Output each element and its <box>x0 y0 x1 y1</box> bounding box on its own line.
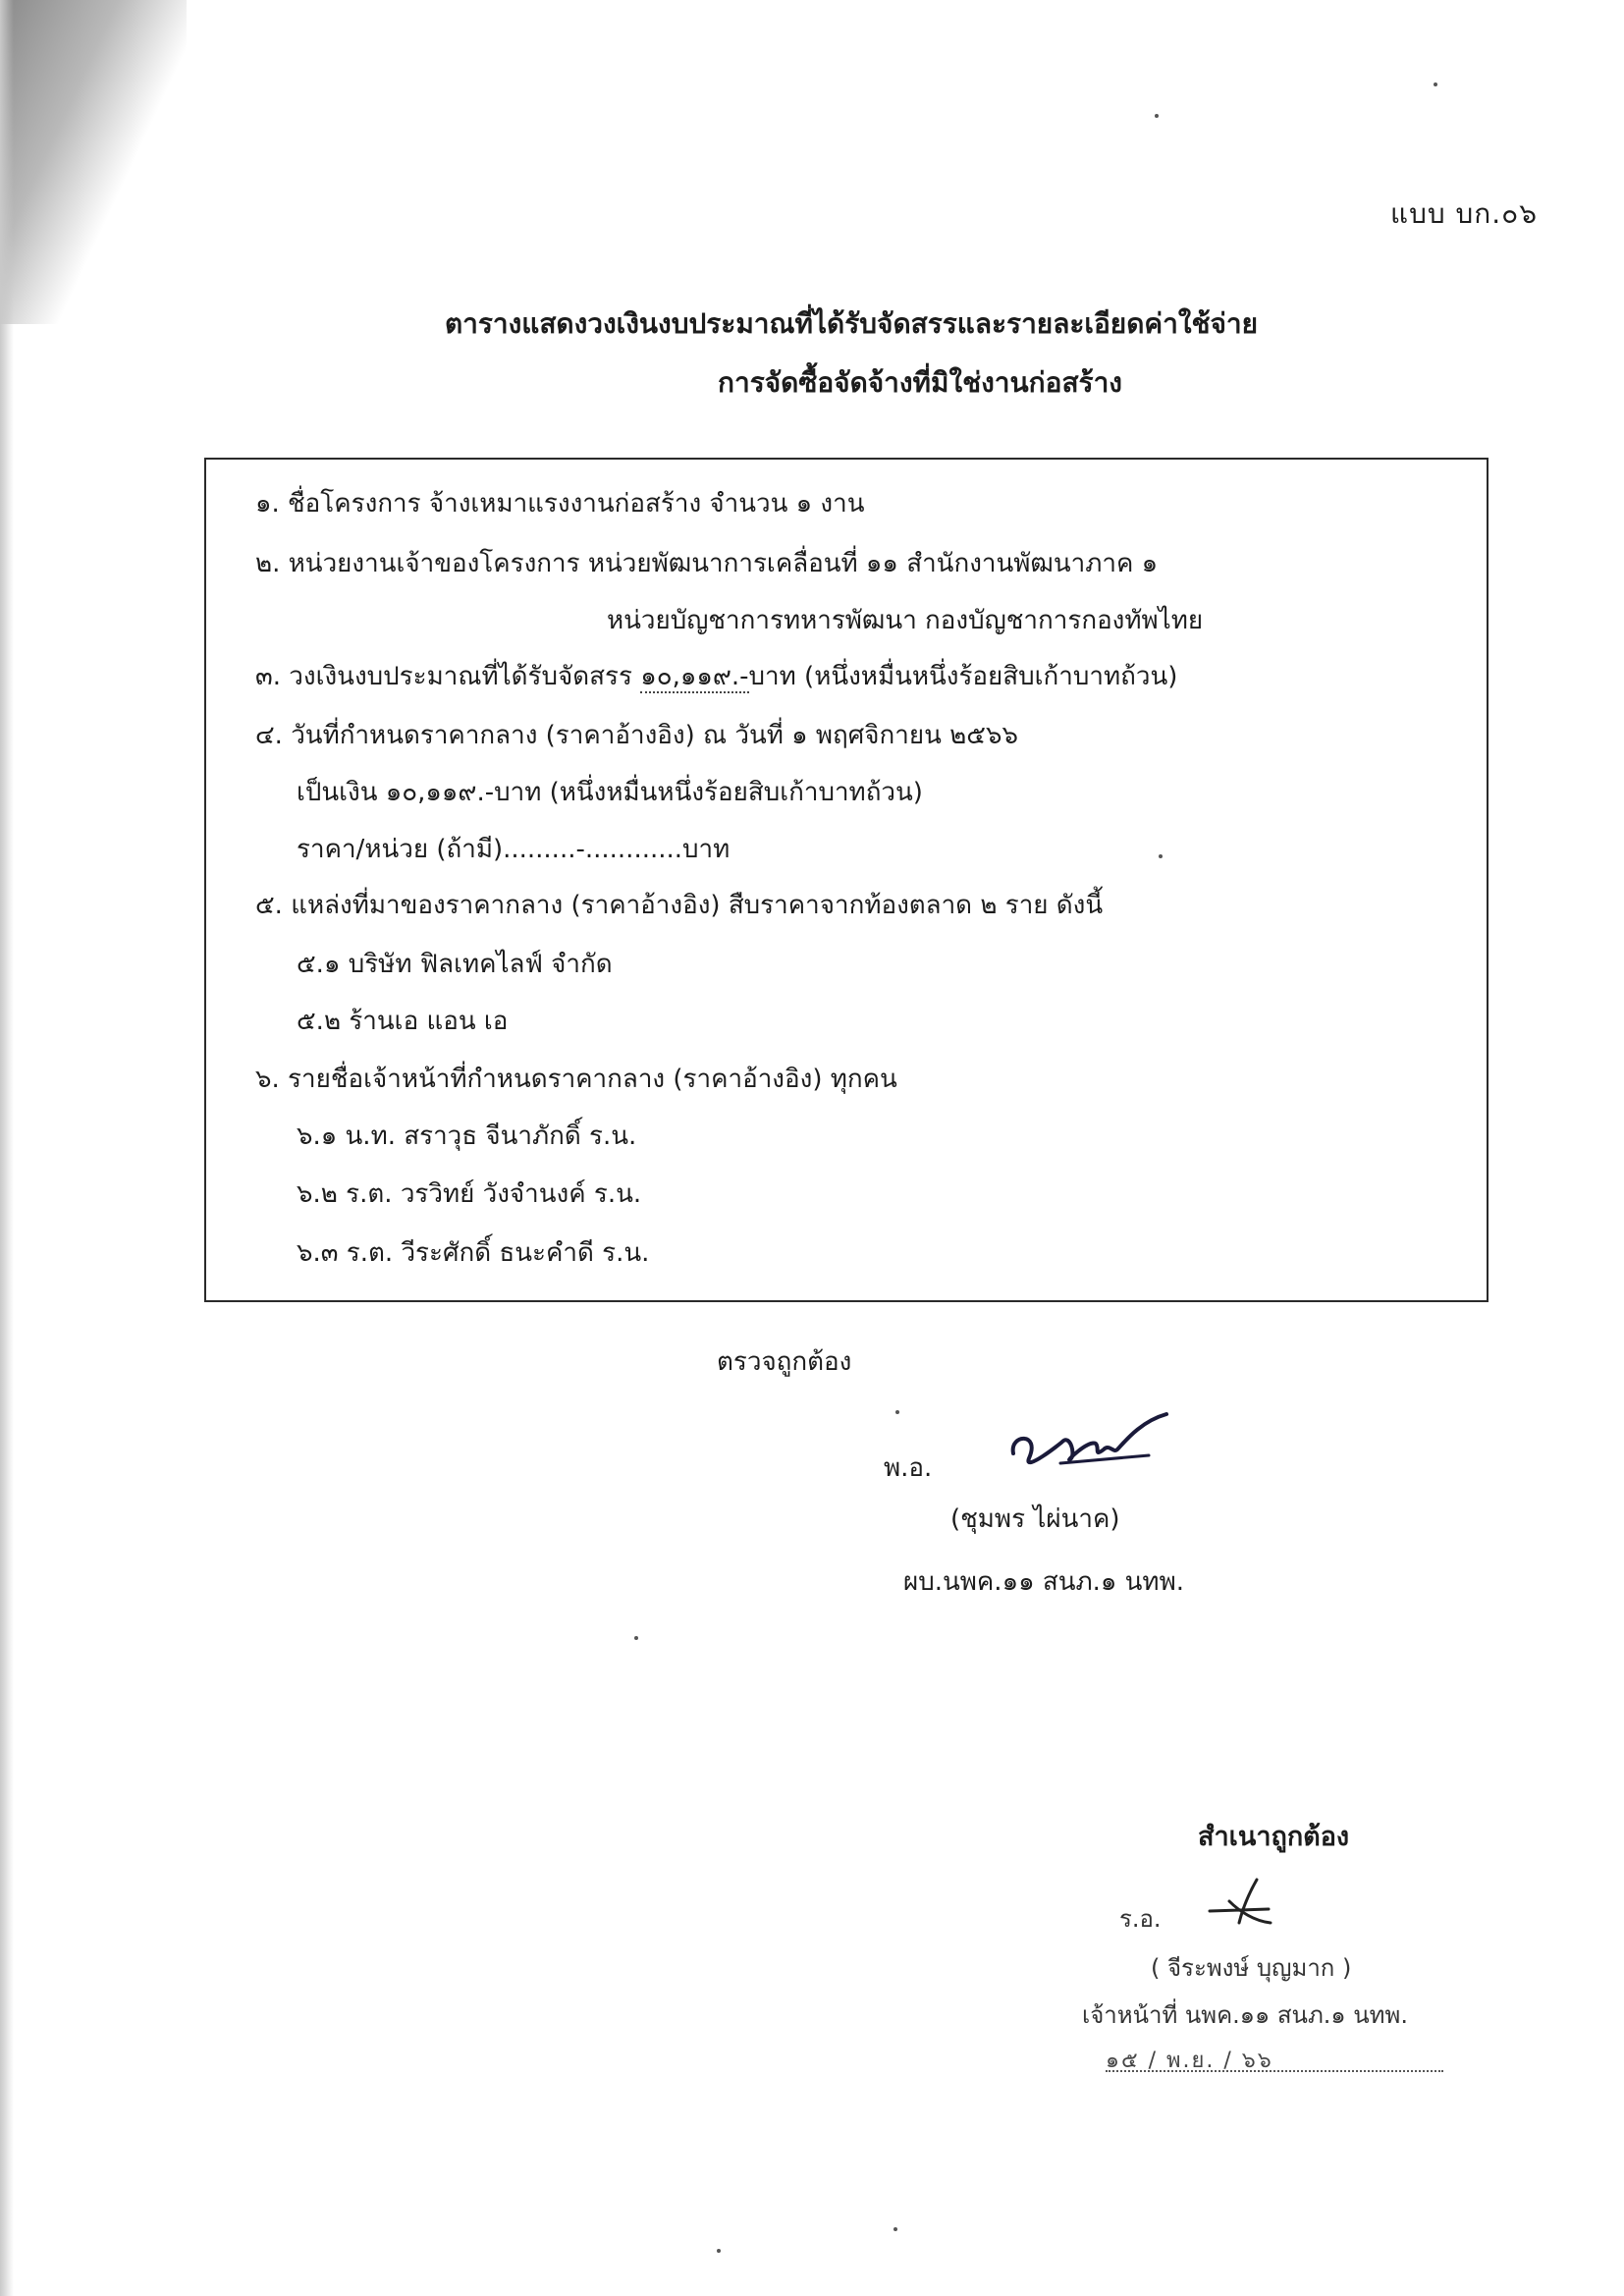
item-price-source-2: ๕.๒ ร้านเอ แอน เอ <box>297 1007 509 1036</box>
certified-copy-label: สำเนาถูกต้อง <box>1198 1822 1350 1852</box>
certified-date: ๑๕ / พ.ย. / ๖๖ <box>1106 2049 1273 2073</box>
scan-speck <box>895 1410 899 1414</box>
item-committee: ๖. รายชื่อเจ้าหน้าที่กำหนดราคากลาง (ราคาอ้างอิง) ทุกคน <box>255 1065 897 1094</box>
scan-shadow <box>0 0 187 324</box>
scan-speck <box>893 2227 897 2231</box>
scan-speck <box>1159 854 1163 858</box>
document-title-line-1: ตารางแสดงวงเงินงบประมาณที่ได้รับจัดสรรและรายละเอียดค่าใช้จ่าย <box>444 307 1259 340</box>
item-budget <box>255 656 1177 696</box>
item-owner-unit-continued: หน่วยบัญชาการทหารพัฒนา กองบัญชาการกองทัพไทย <box>607 606 1204 635</box>
item-project-name: ๑. ชื่อโครงการ จ้างเหมาแรงงานก่อสร้าง จำนวน ๑ งาน <box>255 489 865 519</box>
item-price-source-1: ๕.๑ บริษัท ฟิลเทคไลฟ์ จำกัด <box>297 950 613 979</box>
item-price-source: ๕. แหล่งที่มาของราคากลาง (ราคาอ้างอิง) สืบราคาจากท้องตลาด ๒ ราย ดังนี้ <box>255 891 1104 920</box>
item-reference-price-date: ๔. วันที่กำหนดราคากลาง (ราคาอ้างอิง) ณ วันที่ ๑ พฤศจิกายน ๒๕๖๖ <box>255 721 1018 750</box>
scan-speck <box>1155 114 1159 118</box>
verifier-name: (ชุมพร ไผ่นาค) <box>950 1504 1120 1534</box>
item-owner-unit: ๒. หน่วยงานเจ้าของโครงการ หน่วยพัฒนาการเคลื่อนที่ ๑๑ สำนักงานพัฒนาภาค ๑ <box>255 549 1159 578</box>
item-unit-price: ราคา/หน่วย (ถ้ามี).........-............บาท <box>297 835 731 864</box>
scan-edge <box>0 0 14 2296</box>
certifier-rank: ร.อ. <box>1119 1905 1162 1933</box>
item-reference-price-amount: เป็นเงิน ๑๐,๑๑๙.-บาท (หนึ่งหมื่นหนึ่งร้อยสิบเก้าบาทถ้วน) <box>297 778 923 807</box>
scan-speck <box>634 1636 638 1640</box>
date-dotted-line <box>1106 2070 1443 2072</box>
verifier-signature <box>1001 1404 1178 1483</box>
certifier-position: เจ้าหน้าที่ นพค.๑๑ สนภ.๑ นทพ. <box>1082 2001 1408 2029</box>
committee-member-3: ๖.๓ ร.ต. วีระศักดิ์ ธนะคำดี ร.น. <box>297 1238 650 1268</box>
budget-suffix: บาท (หนึ่งหมื่นหนึ่งร้อยสิบเก้าบาทถ้วน) <box>748 662 1178 691</box>
verification-label: ตรวจถูกต้อง <box>717 1347 852 1377</box>
details-box <box>204 458 1489 1302</box>
certifier-name: ( จีระพงษ์ บุญมาก ) <box>1151 1954 1352 1982</box>
committee-member-1: ๖.๑ น.ท. สราวุธ จีนาภักดิ์ ร.น. <box>297 1121 637 1151</box>
certifier-signature <box>1200 1872 1288 1931</box>
budget-prefix: ๓. วงเงินงบประมาณที่ได้รับจัดสรร <box>255 662 641 691</box>
scan-speck <box>1434 82 1437 86</box>
verifier-rank: พ.อ. <box>884 1453 933 1483</box>
committee-member-2: ๖.๒ ร.ต. วรวิทย์ วังจำนงค์ ร.น. <box>297 1179 642 1209</box>
scan-speck <box>717 2249 721 2253</box>
budget-amount: ๑๐,๑๑๙.- <box>640 662 749 691</box>
verifier-position: ผบ.นพค.๑๑ สนภ.๑ นทพ. <box>903 1567 1184 1597</box>
document-title-line-2: การจัดซื้อจัดจ้างที่มิใช่งานก่อสร้าง <box>718 366 1122 399</box>
form-code: แบบ บก.๐๖ <box>1390 197 1538 230</box>
